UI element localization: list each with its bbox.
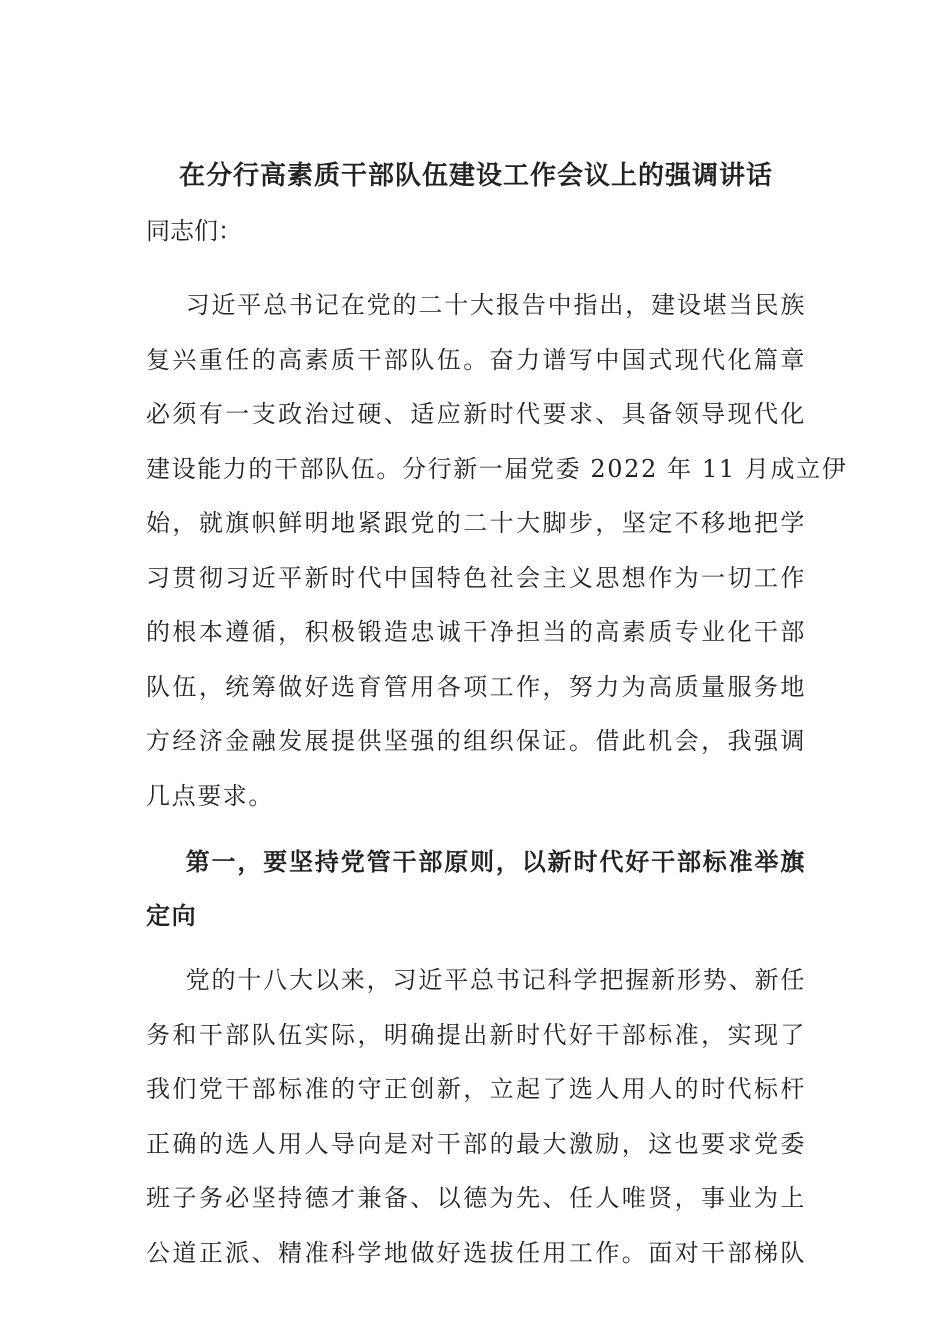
text-line: 党的十八大以来，习近平总书记科学把握新形势、新任 (185, 966, 806, 994)
heading-line: 第一，要坚持党管干部原则，以新时代好干部标准举旗 (185, 847, 806, 876)
text-line: 习贯彻习近平新时代中国特色社会主义思想作为一切工作 (146, 563, 806, 592)
text-line: 必须有一支政治过硬、适应新时代要求、具备领导现代化 (146, 400, 806, 428)
text-line: 队伍，统筹做好选育管用各项工作，努力为高质量服务地 (146, 672, 806, 701)
document-title: 在分行高素质干部队伍建设工作会议上的强调讲话 (178, 161, 773, 191)
text-line: 正确的选人用人导向是对干部的最大激励，这也要求党委 (146, 1129, 806, 1158)
text-line: 公道正派、精准科学地做好选拔任用工作。面对干部梯队 (146, 1238, 806, 1267)
document-page (146, 150, 848, 1280)
text-line: 方经济金融发展提供坚强的组织保证。借此机会，我强调 (146, 727, 806, 755)
text-line: 始，就旗帜鲜明地紧跟党的二十大脚步，坚定不移地把学 (146, 509, 806, 537)
section-heading-1 (146, 835, 806, 943)
heading-line: 定向 (146, 901, 198, 930)
text-line: 习近平总书记在党的二十大报告中指出，建设堪当民族 (185, 291, 806, 319)
text-line: 务和干部队伍实际，明确提出新时代好干部标准，实现了 (146, 1020, 806, 1049)
text-line: 我们党干部标准的守正创新，立起了选人用人的时代标杆 (146, 1075, 806, 1103)
text-line: 的根本遵循，积极锻造忠诚干净担当的高素质专业化干部 (146, 618, 806, 646)
text-line: 建设能力的干部队伍。分行新一届党委 2022 年 11 月成立伊 (146, 454, 848, 483)
text-line: 几点要求。 (146, 781, 274, 810)
paragraph-section-1 (146, 953, 806, 1280)
text-line: 班子务必坚持德才兼备、以德为先、任人唯贤，事业为上 (146, 1184, 806, 1212)
salutation: 同志们： (146, 217, 242, 245)
text-line: 复兴重任的高素质干部队伍。奋力谱写中国式现代化篇章 (146, 345, 806, 374)
paragraph-intro (146, 278, 848, 823)
